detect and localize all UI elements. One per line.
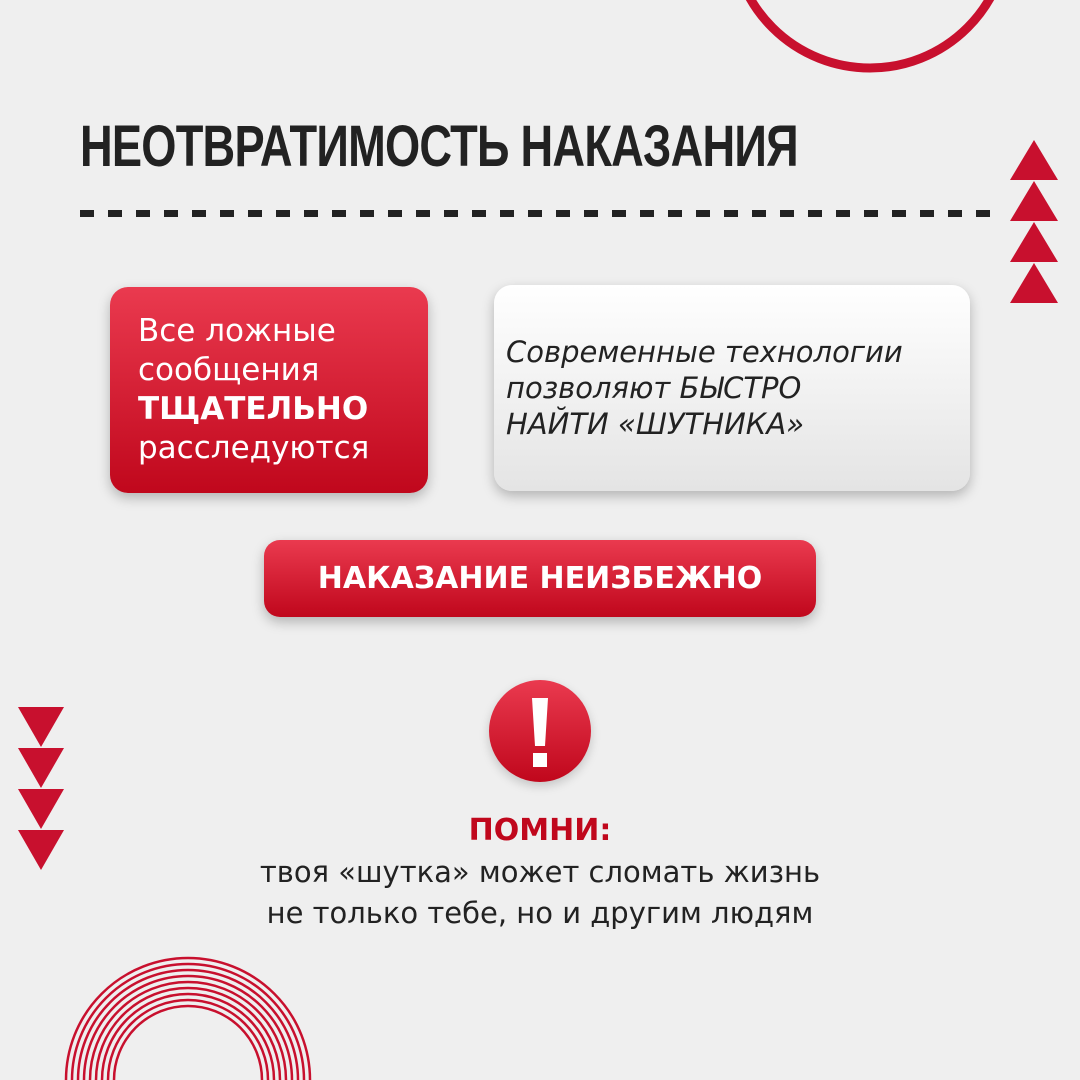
card-red-line: расследуются <box>138 430 370 466</box>
exclamation-icon <box>489 680 591 782</box>
decorative-ring-top <box>700 0 1040 110</box>
triangle-up-icon <box>1008 140 1060 305</box>
card-false-reports <box>110 287 428 493</box>
decorative-arcs-bottom <box>60 930 320 1080</box>
punishment-banner: НАКАЗАНИЕ НЕИЗБЕЖНО <box>264 540 816 617</box>
card-white-line: Современные технологии <box>506 335 903 369</box>
remember-heading: ПОМНИ: <box>468 813 612 848</box>
page-title: НЕОТВРАТИМОСТЬ НАКАЗАНИЯ <box>80 114 798 179</box>
remember-text-line: твоя «шутка» может сломать жизнь <box>259 855 821 889</box>
card-red-line: Все ложные <box>138 313 336 349</box>
remember-text-line: не только тебе, но и другим людям <box>266 896 814 930</box>
card-white-emphasis: БЫСТРО <box>679 371 802 405</box>
card-technologies <box>494 285 970 491</box>
card-white-line: позволяют <box>506 371 680 405</box>
card-white-emphasis: НАЙТИ «ШУТНИКА» <box>506 407 805 441</box>
card-red-emphasis: ТЩАТЕЛЬНО <box>138 391 369 427</box>
dotted-divider <box>80 210 1000 217</box>
card-red-line: сообщения <box>138 352 320 388</box>
